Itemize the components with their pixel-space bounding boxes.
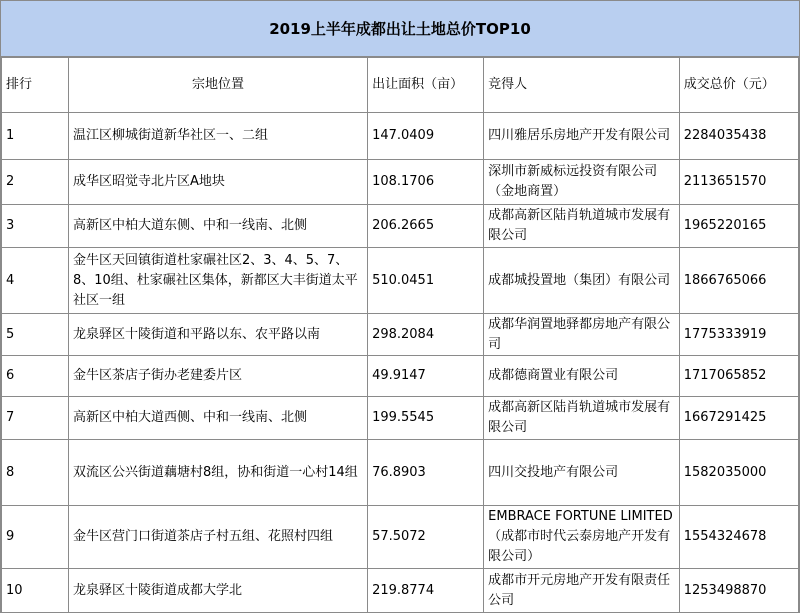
cell-winner: 四川交投地产有限公司 <box>484 440 680 506</box>
cell-price: 1253498870 <box>679 569 798 613</box>
land-price-table <box>1 57 799 613</box>
cell-area: 49.9147 <box>368 356 484 397</box>
cell-location: 龙泉驿区十陵街道成都大学北 <box>68 569 367 613</box>
cell-price: 1775333919 <box>679 314 798 356</box>
cell-area: 510.0451 <box>368 248 484 314</box>
cell-rank: 1 <box>2 113 69 160</box>
cell-winner: 成都市开元房地产开发有限责任公司 <box>484 569 680 613</box>
cell-location: 金牛区茶店子街办老建委片区 <box>68 356 367 397</box>
cell-price: 1667291425 <box>679 397 798 440</box>
cell-area: 206.2665 <box>368 205 484 248</box>
table-title: 2019上半年成都出让土地总价TOP10 <box>1 1 799 57</box>
table-row <box>2 569 799 613</box>
cell-location: 金牛区营门口街道茶店子村五组、花照村四组 <box>68 506 367 569</box>
table-row <box>2 248 799 314</box>
cell-price: 1582035000 <box>679 440 798 506</box>
cell-rank: 9 <box>2 506 69 569</box>
cell-location: 成华区昭觉寺北片区A地块 <box>68 160 367 205</box>
cell-winner: 成都华润置地驿都房地产有限公司 <box>484 314 680 356</box>
cell-price: 2113651570 <box>679 160 798 205</box>
cell-rank: 10 <box>2 569 69 613</box>
cell-area: 108.1706 <box>368 160 484 205</box>
cell-rank: 5 <box>2 314 69 356</box>
header-row <box>2 58 799 113</box>
cell-price: 1965220165 <box>679 205 798 248</box>
table-row <box>2 113 799 160</box>
cell-location: 高新区中柏大道西侧、中和一线南、北侧 <box>68 397 367 440</box>
cell-location: 金牛区天回镇街道杜家碾社区2、3、4、5、7、8、10组、杜家碾社区集体，新都区大丰街道太平社区一组 <box>68 248 367 314</box>
cell-price: 1717065852 <box>679 356 798 397</box>
cell-winner: 成都城投置地（集团）有限公司 <box>484 248 680 314</box>
cell-area: 298.2084 <box>368 314 484 356</box>
table-row <box>2 356 799 397</box>
table-row <box>2 397 799 440</box>
header-area: 出让面积（亩） <box>368 58 484 113</box>
cell-rank: 4 <box>2 248 69 314</box>
cell-winner: 成都高新区陆肖轨道城市发展有限公司 <box>484 397 680 440</box>
cell-area: 76.8903 <box>368 440 484 506</box>
cell-location: 双流区公兴街道藕塘村8组，协和街道一心村14组 <box>68 440 367 506</box>
cell-winner: 四川雅居乐房地产开发有限公司 <box>484 113 680 160</box>
cell-winner: 成都高新区陆肖轨道城市发展有限公司 <box>484 205 680 248</box>
cell-area: 219.8774 <box>368 569 484 613</box>
table-row <box>2 205 799 248</box>
header-rank: 排行 <box>2 58 69 113</box>
header-location: 宗地位置 <box>68 58 367 113</box>
header-price: 成交总价（元） <box>679 58 798 113</box>
cell-price: 1866765066 <box>679 248 798 314</box>
cell-rank: 6 <box>2 356 69 397</box>
cell-rank: 7 <box>2 397 69 440</box>
cell-winner: 深圳市新威标远投资有限公司（金地商置） <box>484 160 680 205</box>
cell-location: 高新区中柏大道东侧、中和一线南、北侧 <box>68 205 367 248</box>
table-row <box>2 160 799 205</box>
cell-rank: 8 <box>2 440 69 506</box>
cell-area: 199.5545 <box>368 397 484 440</box>
cell-location: 温江区柳城街道新华社区一、二组 <box>68 113 367 160</box>
cell-rank: 2 <box>2 160 69 205</box>
cell-rank: 3 <box>2 205 69 248</box>
cell-winner: EMBRACE FORTUNE LIMITED（成都市时代云泰房地产开发有限公司） <box>484 506 680 569</box>
cell-area: 57.5072 <box>368 506 484 569</box>
header-winner: 竞得人 <box>484 58 680 113</box>
table-row <box>2 506 799 569</box>
table-row <box>2 314 799 356</box>
cell-price: 1554324678 <box>679 506 798 569</box>
cell-winner: 成都德商置业有限公司 <box>484 356 680 397</box>
cell-location: 龙泉驿区十陵街道和平路以东、农平路以南 <box>68 314 367 356</box>
cell-price: 2284035438 <box>679 113 798 160</box>
table-row <box>2 440 799 506</box>
cell-area: 147.0409 <box>368 113 484 160</box>
